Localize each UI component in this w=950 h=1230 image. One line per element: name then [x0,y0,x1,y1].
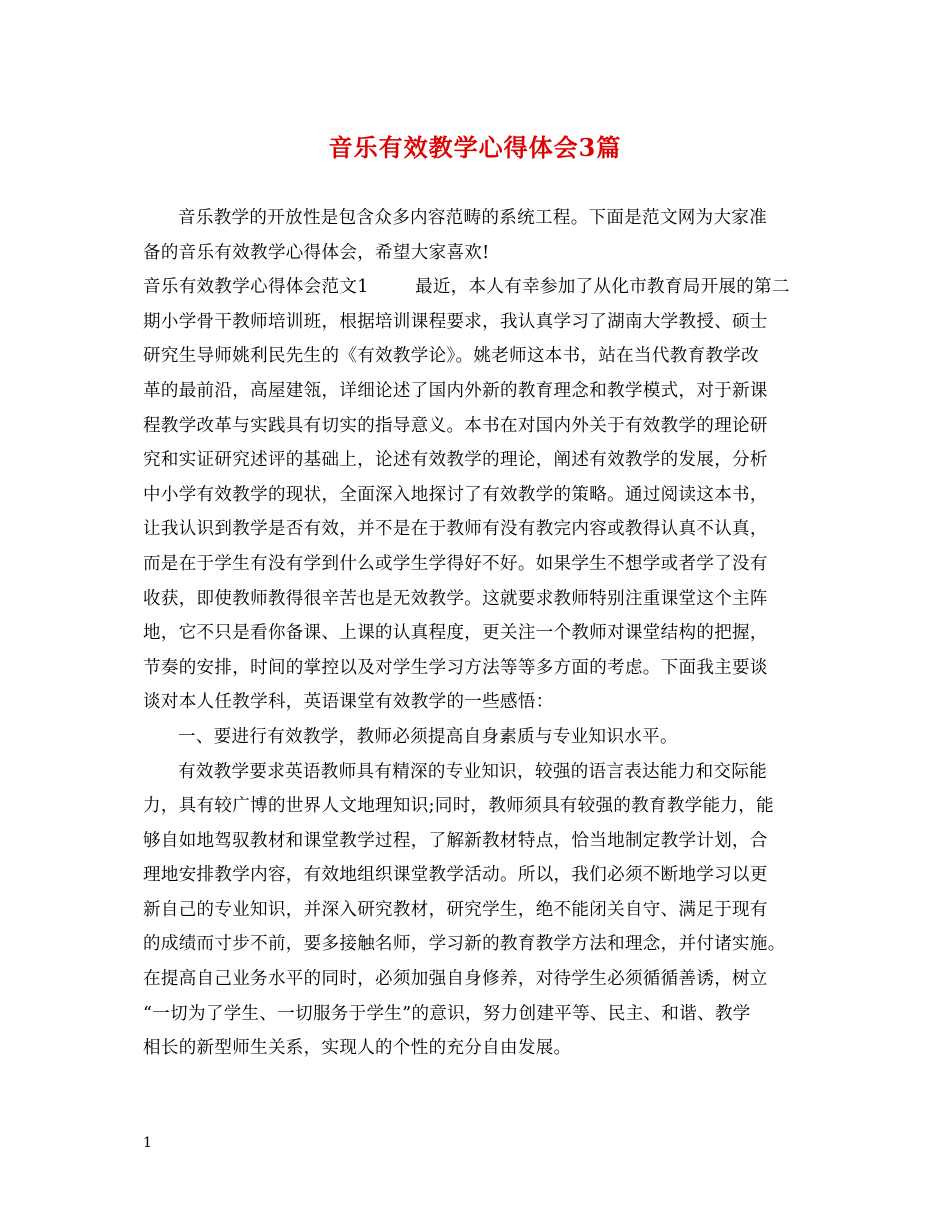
paragraph2-line: “一切为了学生、一切服务于学生”的意识，努力创建平等、民主、和谐、教学 [143,1003,751,1024]
paragraph1-line: 期小学骨干教师培训班，根据培训课程要求，我认真学习了湖南大学教授、硕士 [143,311,768,332]
document-body [143,201,811,1066]
intro-line: 音乐教学的开放性是包含众多内容范畴的系统工程。下面是范文网为大家准 [178,208,768,228]
paragraph2-line: 理地安排教学内容，有效地组织课堂教学活动。所以，我们必须不断地学习以更 [143,865,768,886]
document-title: 音乐有效教学心得体会3篇 [328,133,622,162]
paragraph1-line: 究和实证研究述评的基础上，论述有效教学的理论，阐述有效教学的发展，分析 [143,450,768,471]
paragraph1-line: 谈对本人任教学科，英语课堂有效教学的一些感悟： [143,692,554,713]
paragraph2-line: 的成绩而寸步不前，要多接触名师，学习新的教育教学方法和理念，并付诸实施。 [143,934,786,955]
paragraph1-line: 收获，即使教师教得很辛苦也是无效教学。这就要求教师特别注重课堂这个主阵 [143,588,768,609]
page-number: 1 [143,1135,152,1151]
intro-line: 备的音乐有效教学心得体会，希望大家喜欢! [143,242,490,263]
paragraph2-line: 够自如地驾驭教材和课堂教学过程，了解新教材特点，恰当地制定教学计划，合 [143,830,768,851]
section-first-line: 最近，本人有幸参加了从化市教育局开展的第二 [415,277,790,298]
point-heading: 一、要进行有效教学，教师必须提高自身素质与专业知识水平。 [178,726,678,747]
paragraph1-line: 而是在于学生有没有学到什么或学生学得好不好。如果学生不想学或者学了没有 [143,553,768,574]
paragraph2-line: 力，具有较广博的世界人文地理知识;同时，教师须具有较强的教育教学能力，能 [143,796,774,817]
paragraph1-line: 中小学有效教学的现状，全面深入地探讨了有效教学的策略。通过阅读这本书， [143,484,768,505]
paragraph1-line: 地，它不只是看你备课、上课的认真程度，更关注一个教师对课堂结构的把握， [143,623,768,644]
paragraph1-line: 程教学改革与实践具有切实的指导意义。本书在对国内外关于有效教学的理论研 [143,415,768,436]
section-label: 音乐有效教学心得体会范文1 [143,277,369,298]
paragraph1-line: 研究生导师姚利民先生的《有效教学论》。姚老师这本书，站在当代教育教学改 [143,346,759,367]
paragraph2-line: 新自己的专业知识，并深入研究教材，研究学生，绝不能闭关自守、满足于现有 [143,899,768,920]
paragraph2-line: 有效教学要求英语教师具有精深的专业知识，较强的语言表达能力和交际能 [178,761,768,782]
section-heading-line [143,270,811,305]
paragraph2-line: 相长的新型师生关系，实现人的个性的充分自由发展。 [143,1038,572,1059]
paragraph1-line: 节奏的安排，时间的掌控以及对学生学习方法等等多方面的考虑。下面我主要谈 [143,657,768,678]
paragraph2-line: 在提高自己业务水平的同时，必须加强自身修养，对待学生必须循循善诱，树立 [143,969,768,990]
paragraph1-line: 让我认识到教学是否有效，并不是在于教师有没有教完内容或教得认真不认真， [143,519,768,540]
paragraph1-line: 革的最前沿，高屋建瓴，详细论述了国内外新的教育理念和教学模式，对于新课 [143,380,768,401]
